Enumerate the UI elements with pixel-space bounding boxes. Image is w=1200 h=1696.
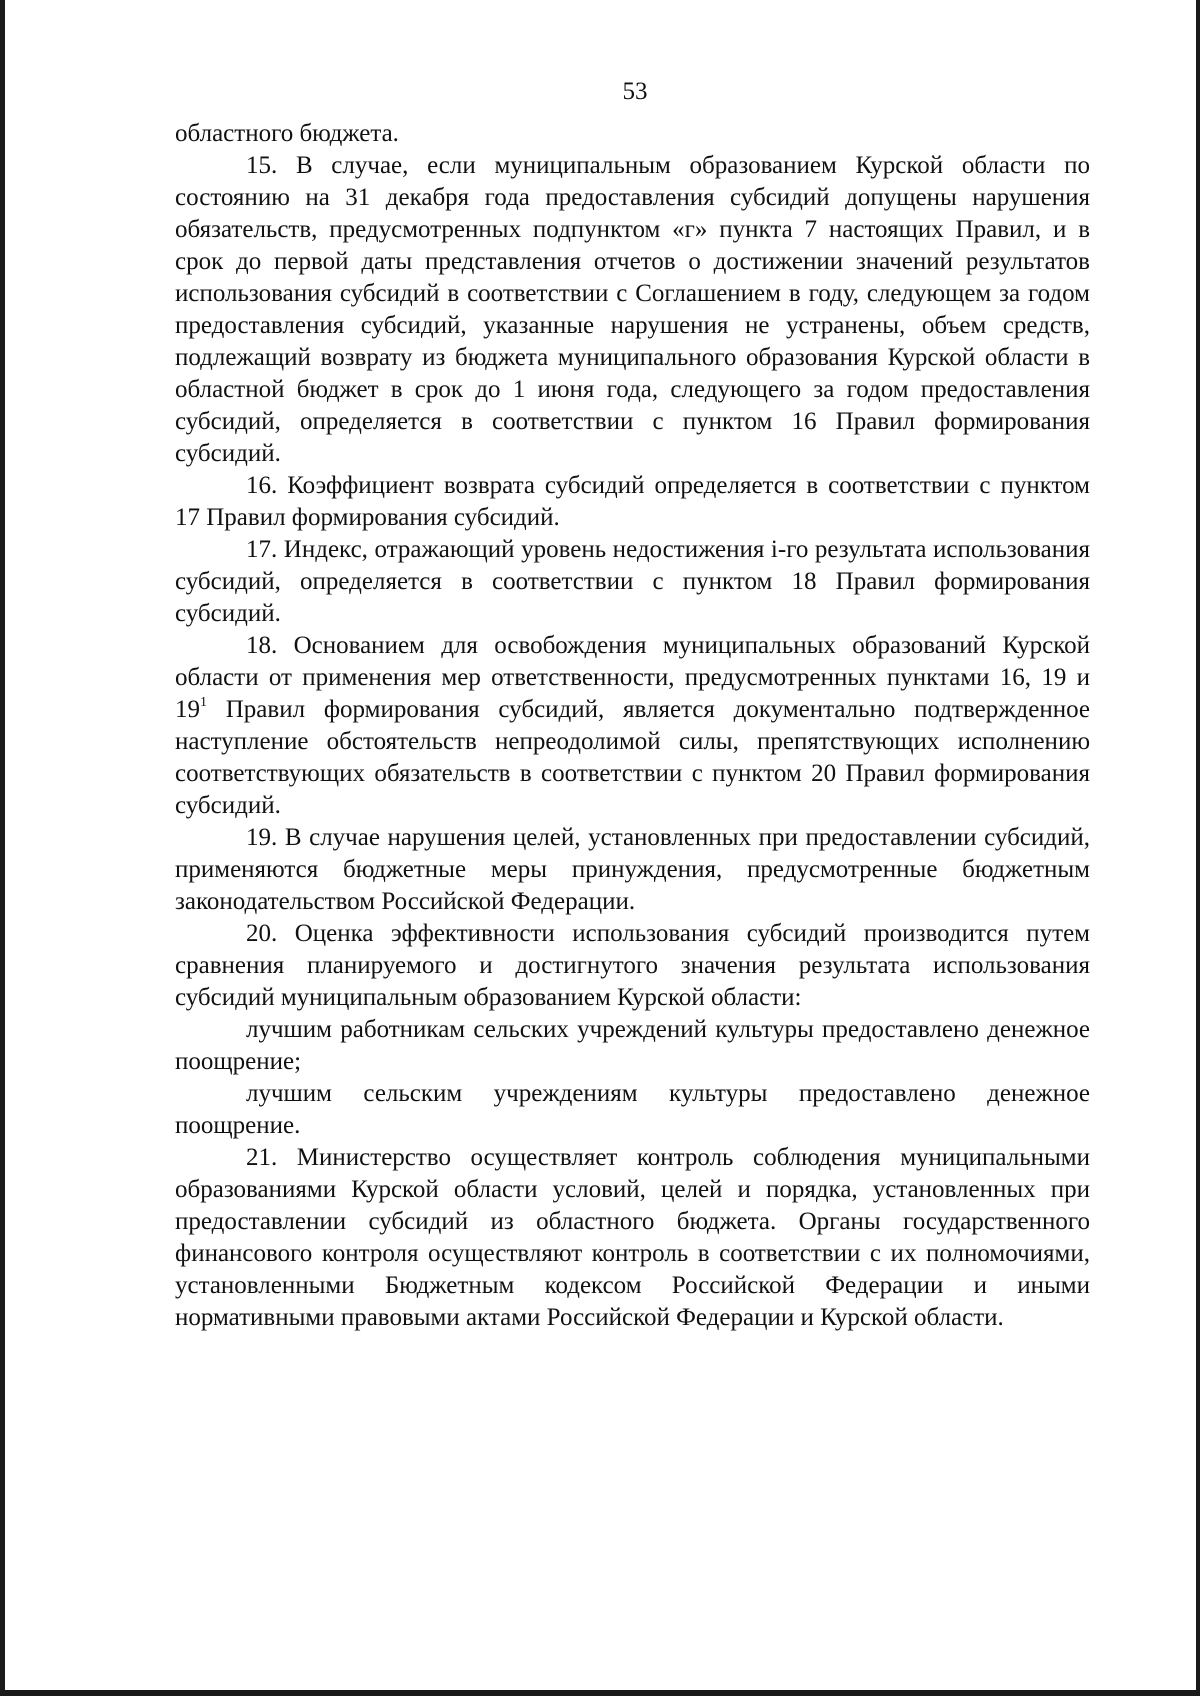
paragraph-17: 17. Индекс, отражающий уровень недостижения i-го результата использования субсидий, определяется в соответствии с пунктом 18 Правил формирования субсидий.: [175, 536, 1090, 627]
document-body: [175, 118, 1090, 1334]
paragraph-18-text-before: 18. Основанием для освобождения муниципальных образований Курской области от применения мер ответственности, предусмотренных пунктами 16, 19 и 19: [175, 632, 1090, 723]
superscript-index: 1: [200, 695, 207, 710]
paragraph-20: 20. Оценка эффективности использования субсидий производится путем сравнения планируемого и достигнутого значения результата использования субсидий муниципальным образованием Курской области:: [175, 920, 1090, 1011]
paragraph-15: 15. В случае, если муниципальным образованием Курской области по состоянию на 31 декабря года предоставления субсидий допущены нарушения обязательств, предусмотренных подпунктом «г» пункта 7 настоящих Правил, и в срок до первой даты представления отчетов о достижении значений результатов использования субсидий в соответствии с Соглашением в году, следующем за годом предоставления субсидий, указанные нарушения не устранены, объем средств, подлежащий возврату из бюджета муниципального образования Курской области в областной бюджет в срок до 1 июня года, следующего за годом предоставления субсидий, определяется в соответствии с пунктом 16 Правил формирования субсидий.: [175, 152, 1090, 467]
paragraph-20-item-workers: лучшим работникам сельских учреждений культуры предоставлено денежное поощрение;: [175, 1016, 1090, 1075]
scan-edge-left: [0, 0, 5, 1696]
paragraph-20-item-institutions: лучшим сельским учреждениям культуры предоставлено денежное поощрение.: [175, 1080, 1090, 1139]
paragraph-16: 16. Коэффициент возврата субсидий определяется в соответствии с пунктом 17 Правил формирования субсидий.: [175, 472, 1090, 531]
scan-edge-right: [1196, 0, 1200, 1696]
paragraph-18-text-after: Правил формирования субсидий, является документально подтвержденное наступление обстоятельств непреодолимой силы, препятствующих исполнению соответствующих обязательств в соответствии с пунктом 20 Правил формирования субсидий.: [175, 696, 1090, 819]
scan-edge-bottom: [0, 1690, 1200, 1696]
paragraph-18: [175, 630, 1090, 822]
page-number: 53: [622, 78, 648, 105]
paragraph-continuation: областного бюджета.: [175, 120, 399, 147]
paragraph-21: 21. Министерство осуществляет контроль соблюдения муниципальными образованиями Курской области условий, целей и порядка, установленных при предоставлении субсидий из областного бюджета. Органы государственного финансового контроля осуществляют контроль в соответствии с их полномочиями, установленными Бюджетным кодексом Российской Федерации и иными нормативными правовыми актами Российской Федерации и Курской области.: [175, 1144, 1090, 1331]
paragraph-19: 19. В случае нарушения целей, установленных при предоставлении субсидий, применяются бюджетные меры принуждения, предусмотренные бюджетным законодательством Российской Федерации.: [175, 824, 1090, 915]
